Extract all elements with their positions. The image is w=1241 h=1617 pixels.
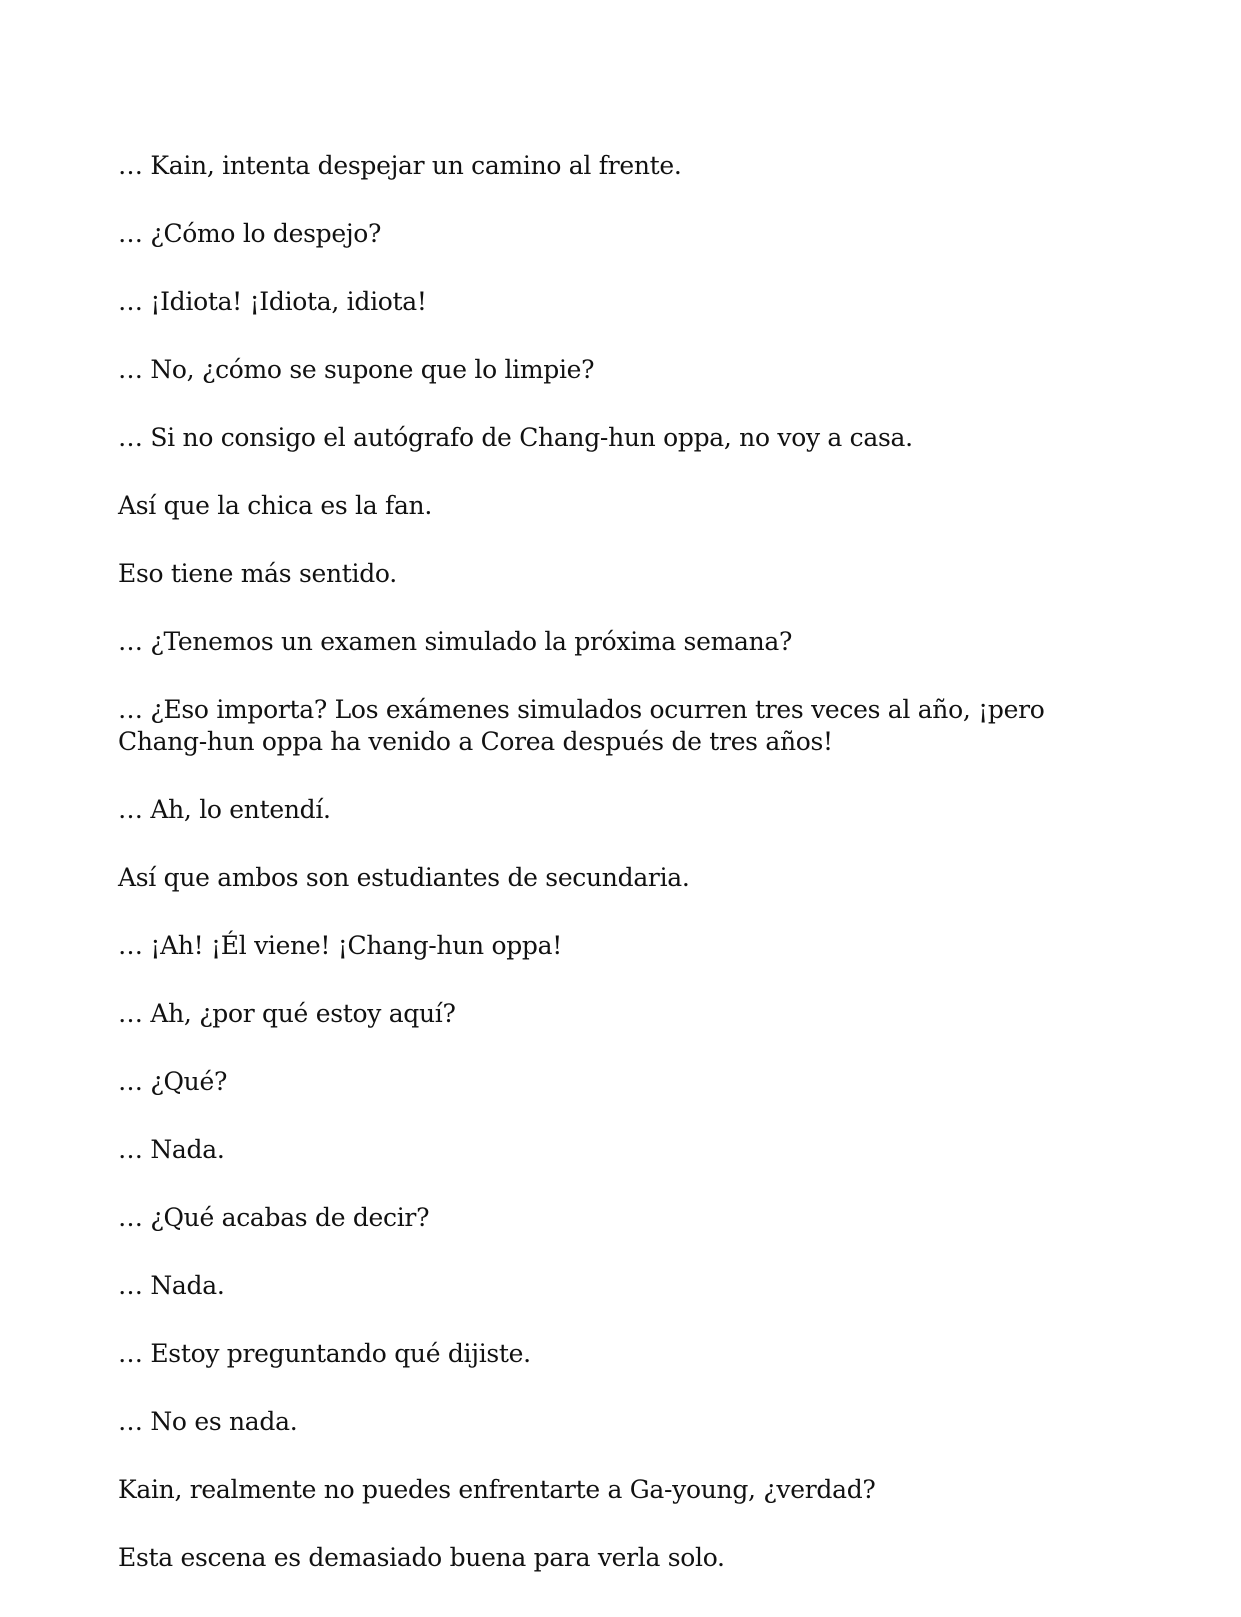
paragraph-17: … Nada. — [118, 1271, 225, 1300]
paragraph-9: … ¿Eso importa? Los exámenes simulados ocurren tres veces al año, ¡pero Chang-hun oppa ha venido a Corea después de tres años! — [118, 695, 1045, 756]
paragraph-1: … Kain, intenta despejar un camino al frente. — [118, 151, 682, 180]
paragraph-14: … ¿Qué? — [118, 1067, 228, 1096]
paragraph-5: … Si no consigo el autógrafo de Chang-hun oppa, no voy a casa. — [118, 423, 913, 452]
paragraph-15: … Nada. — [118, 1135, 225, 1164]
paragraph-18: … Estoy preguntando qué dijiste. — [118, 1339, 531, 1368]
paragraph-7: Eso tiene más sentido. — [118, 559, 397, 588]
document-body — [118, 150, 1128, 1610]
paragraph-16: … ¿Qué acabas de decir? — [118, 1203, 430, 1232]
paragraph-21: Esta escena es demasiado buena para verla solo. — [118, 1543, 725, 1572]
paragraph-2: … ¿Cómo lo despejo? — [118, 219, 382, 248]
paragraph-13: … Ah, ¿por qué estoy aquí? — [118, 999, 456, 1028]
paragraph-8: … ¿Tenemos un examen simulado la próxima semana? — [118, 627, 793, 656]
paragraph-20: Kain, realmente no puedes enfrentarte a Ga-young, ¿verdad? — [118, 1475, 876, 1504]
paragraph-6: Así que la chica es la fan. — [118, 491, 432, 520]
paragraph-10: … Ah, lo entendí. — [118, 795, 331, 824]
paragraph-19: … No es nada. — [118, 1407, 298, 1436]
paragraph-4: … No, ¿cómo se supone que lo limpie? — [118, 355, 595, 384]
paragraph-12: … ¡Ah! ¡Él viene! ¡Chang-hun oppa! — [118, 931, 562, 960]
paragraph-11: Así que ambos son estudiantes de secundaria. — [118, 863, 690, 892]
paragraph-3: … ¡Idiota! ¡Idiota, idiota! — [118, 287, 427, 316]
